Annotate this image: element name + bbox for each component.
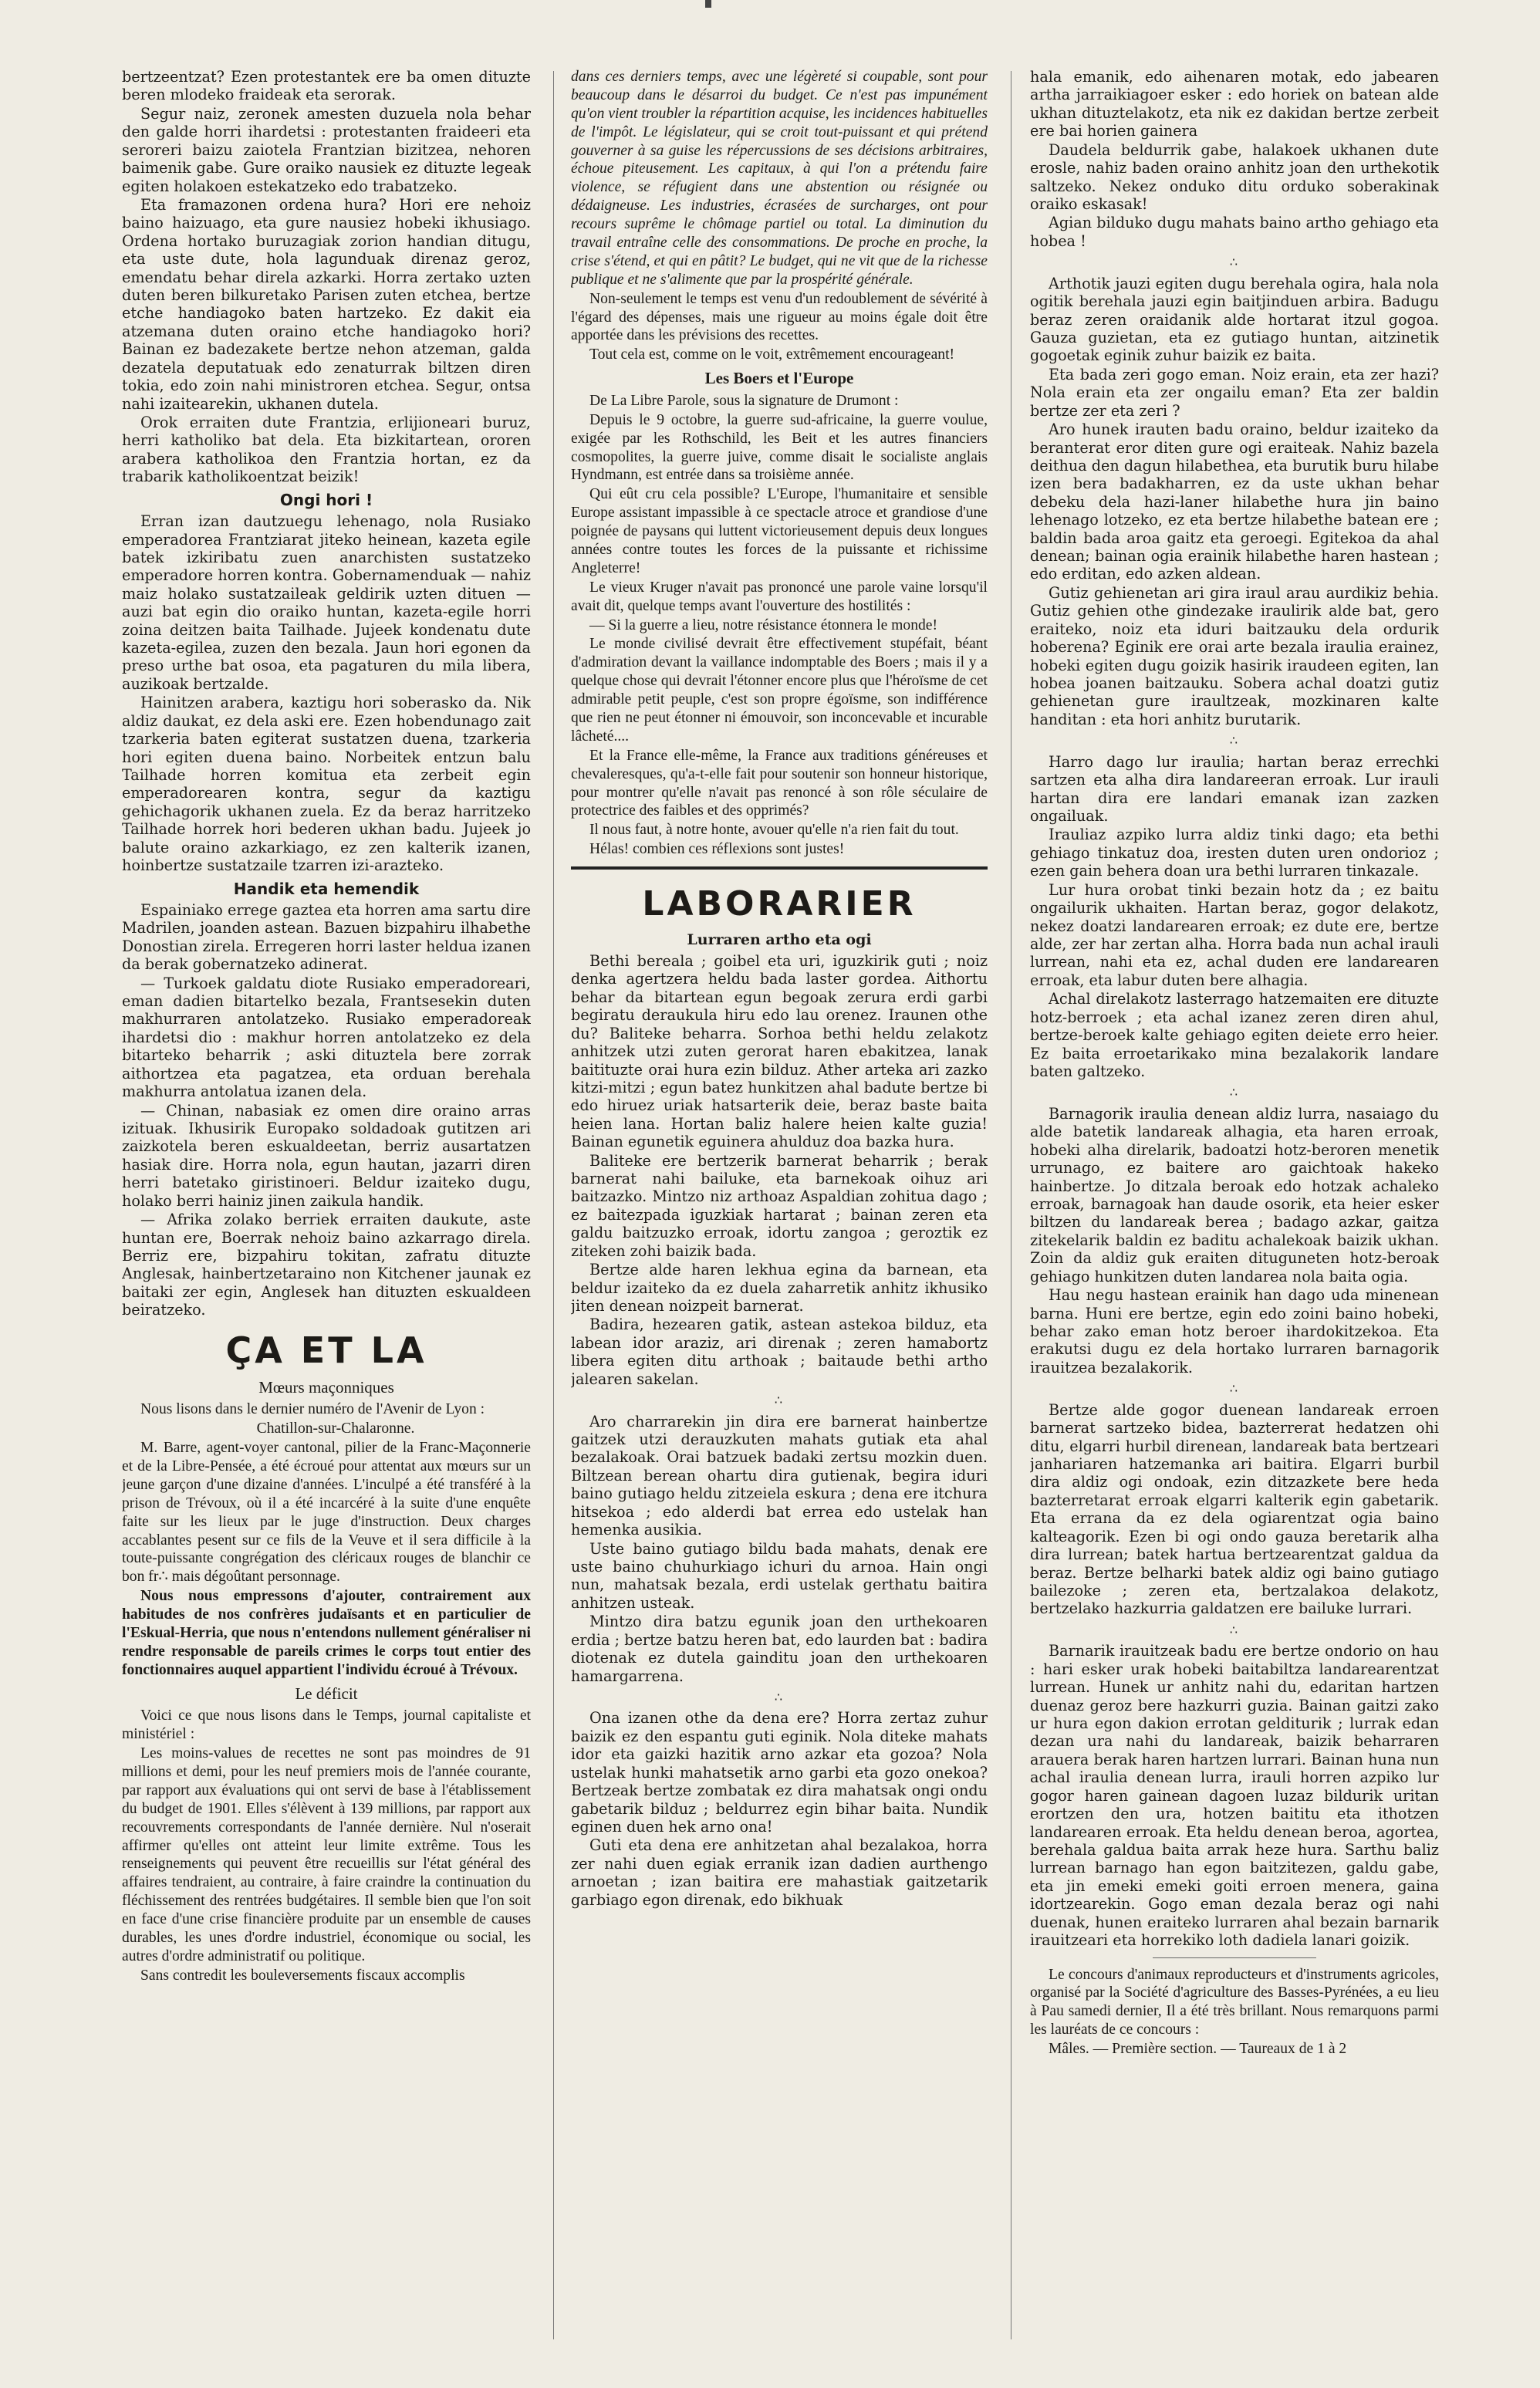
separator-rule: [1153, 1957, 1316, 1958]
separator-stars: ∴: [774, 1393, 785, 1408]
section-banner-ca-et-la: ÇA ET LA: [225, 1329, 427, 1371]
article-heading-boers: Les Boers et l'Europe: [704, 369, 854, 388]
paragraph: M. Barre, agent-voyer cantonal, pilier de la Franc-Maçonnerie et de la Libre-Pensée, a été écroué pour attentat aux mœurs sur un jeune garçon d'une dizaine d'années. L'inculpé a été transféré à la prison de Trévoux, où il a été incarcéré à la suite d'une enquête faite sur les lieux par le juge d'instruction. Deux charges accablantes pesent sur ce fils de la Veuve et il sera difficile à la toute-puissante congrégation des cléricaux rouges de blanchir ce bon fr∴ mais dégoûtant personnage.: [122, 1440, 531, 1586]
separator-stars: ∴: [1229, 1381, 1240, 1397]
paragraph: Baliteke ere bertzerik barnerat beharrik ; berak barnerat nahi bailuke, eta barnekoak oihuz ari baitzazko. Mintzo niz arthoaz Aspaldian zohitua dago ; ez baitezpada iguzkiak hartarat ; bainan zeren eta galdu baitzuzko erroak, idortu zangoa ; geroztik ez ziteken zohi baizik bada.: [571, 1151, 988, 1260]
section-banner-laborarier: LABORARIER: [642, 884, 917, 924]
paragraph: Arthotik jauzi egiten dugu berehala ogira, hala nola ogitik berehala jauzi egin baitjinduen arbira. Badugu beraz zeren oraidanik alde hortarat itzul gogoa. Gauza guzietan, eta ez gutiago huntan, aitzinetik gogoetak eginik zuhur baizik ez baita.: [1030, 274, 1439, 365]
paragraph: Non-seulement le temps est venu d'un redoublement de sévérité à l'égard des dépenses, mais une rigueur au moins égale doit être apportée dans les prévisions des recettes.: [571, 290, 988, 344]
paragraph: — Afrika zolako berriek erraiten daukute, aste huntan ere, Boerrak nehoiz baino azkarrago direla. Berriz ere, bizpahiru tokitan, zafratu dituzte Anglesak, hainbertzetaraino non Kitchener jaunak ez baitaki zer egin, Anglesek han dituzten eskualdeen beiratzeko.: [122, 1211, 531, 1319]
paragraph: Nous lisons dans le dernier numéro de l'Avenir de Lyon :: [140, 1401, 485, 1418]
paragraph: Voici ce que nous lisons dans le Temps, journal capitaliste et ministériel :: [122, 1707, 531, 1743]
paragraph: Hau negu hastean erainik han dago uda minenean barna. Huni ere bertze, egin edo zoini baino hobeki, behar zako eman hotz beroer ihardokitzekoa. Eta erakutsi dugu ez dela hortako lurraren barnagorik irauitzea bezalakorik.: [1030, 1286, 1439, 1376]
dateline: Chatillon-sur-Chalaronne.: [256, 1420, 415, 1437]
paragraph: Achal direlakotz lasterrago hatzemaiten ere dituzte hotz-berroek ; eta achal izanez zeren diren ahul, bertze-beroek kalte gehiago egiten deiete erro heier. Ez baita erroetarikako mina bezalakorik landare baten galtzeko.: [1030, 990, 1439, 1080]
separator-stars: ∴: [1229, 255, 1240, 270]
paragraph: Lur hura orobat tinki bezain hotz da ; ez baitu ongailurik ukhaiten. Hartan beraz, gogor delakotz, nekez doatzi landarearen erroak; ez dute ere, bertze alde, zer har zertan alha. Horra bada nun achal irauli lurrean, nahi eta ez, achal duden ere landarearen erroak, eta labur duten bere alhagia.: [1030, 880, 1439, 989]
paragraph: De La Libre Parole, sous la signature de Drumont :: [589, 392, 899, 409]
paragraph: — Turkoek galdatu diote Rusiako emperadoreari, eman dadien bitartelko bezala, Frantsesekin duten makhurraren antolatzeko. Rusiako emperadoreak ihardetsi dio : makhur horren antolatzeko ez dela bitarteko beharrik ; aski dituztela bere zorrak aithortzea eta pagatzea, eta orduan berehala makhurra antolatua izanen dela.: [122, 974, 531, 1101]
paragraph: Barnarik irauitzeak badu ere bertze ondorio on hau : hari esker urak hobeki baitabiltza landarearentzat lurrean. Hunek ur anhitz nahi du, edaritan hartzen duenaz geroz bere hazkurri guzia. Bainan gaitzi zako ur hura egon dakion errotan gelditurik ; lurrak edan dezan ura nahi du landareak, baizik beharraren arauera berak haren hartzen lurrari. Bainan huna nun achal iraulia denean lurra, irauli horren azpiko lur gogor haren gainean dagoen luzaz bildurik uritan erortzen den ura, hotzen baititu eta ithotzen landarearen erroak. Eta heldu denean beroa, agortea, berehala galdua baita arrak heze hura. Sarthu baliz lurrean barnago han egon baitzitezen, galdu gabe, eta jin emeki emeki goiti erroen menera, gaina idortzearekin. Gogo eman dezala beraz ogi nahi duenak, hunen eraiteko lurraren ahal bezain barnarik irauitzeari eta horrekiko loth dadiela lanari goizik.: [1030, 1642, 1439, 1950]
paragraph: Espainiako errege gaztea eta horren ama sartu dire Madrilen, joanden astean. Bazuen bizpahiru ilhabethe Donostian zirela. Erregeren horri laster heldua izanen da berak gobernatzeko adinerat.: [122, 900, 531, 974]
paragraph: Agian bilduko dugu mahats baino artho gehiago eta hobea !: [1030, 214, 1439, 250]
paragraph: Harro dago lur iraulia; hartan beraz errechki sartzen eta alha dira landareeran erroak. Lur irauli hartan dira ere landari emanak izan zazken ongailuak.: [1030, 752, 1439, 826]
separator-stars: ∴: [774, 1689, 785, 1704]
paragraph: Sans contredit les bouleversements fiscaux accomplis: [140, 1967, 465, 1984]
top-crop-mark: [705, 0, 711, 8]
paragraph: Bertze alde gogor duenean landareak erroen barnerat sartzeko bidea, bazterrerat hedatzen ohi ditu, elgarri hurbil direnean, landareak bata bertzeari janhariaren hatzemanka ari baitira. Elgarri burbil dira aldiz ogi ondoak, ezin ditzazkete bere heda bazterretarat erroak elgarri kalterik egin gabetarik. Eta errana da ez dela ogiarentzat ogia baino kalteagorik. Ezen bi ogi ondo gauza beretarik alha dira lurrean; batek hartua bertzearentzat galdua da beraz. Bertze belharki batek aldiz ogi baino gutiago bailezoke ; zeren eta, bertzalakoa delakotz, bertzelako hazkurria galdatzen ere bailuke lurrari.: [1030, 1400, 1439, 1618]
article-heading-moeurs-maconniques: Mœurs maçonniques: [258, 1377, 394, 1397]
section-heading-handik-eta-hemendik: Handik eta hemendik: [233, 879, 420, 898]
paragraph: Bethi bereala ; goibel eta uri, iguzkirik guti ; noiz denka agertzera heldu bada laster gordea. Aithortu behar da bitartean egun begoak zerura erdi garbi begiratu deraukula hiru edo lau orenez. Iraunen othe du? Baliteke beharra. Sorhoa bethi heldu zelakotz anhitzek utzi zuten gerorat haren ebakitzea, lanak baitituzte orai hura ezin bilduz. Ather arteka ari zazko kitzi-mitzi ; egun batez hunkitzen ahal badute bertze bi edo hiruez uriak hatsarterik deie, beraz baste baita heien lana. Hortan baliz halere heien kalte guzia! Bainan egunetik eguinera ahulduz doa bazka hura.: [571, 951, 988, 1151]
paragraph: Badira, hezearen gatik, astean astekoa bilduz, eta labean idor araziz, ari direnak ; zeren hamabortz libera egiten ditu arthoak ; baitaude bethi artho jalearen sakelan.: [571, 1316, 988, 1388]
paragraph: Aro hunek irauten badu oraino, beldur izaiteko da beranterat eror diten gure ogi eraiteak. Nahiz bazela deithua den dagun hilabethea, eta burutik buru hilabe izen bera badakharren, ez da uste ukhan behar debeku dela hazi-laner hilabethe hura jin baino lehenago lotzeko, ez eta bertze hilabethe batean ere ; baldin bada aroa gaitz eta geroegi. Egitekoa da ahal denean; bainan ogia erainik hilabethe haren hastean ; edo erditan, edo azken aldean.: [1030, 421, 1439, 583]
column-3: [1030, 68, 1439, 2352]
paragraph: Mâles. — Première section. — Taureaux de 1 à 2: [1049, 2041, 1347, 2058]
paragraph: Le vieux Kruger n'avait pas prononcé une parole vaine lorsqu'il avait dit, quelque temps avant l'ouverture des hostilités :: [571, 579, 988, 614]
paragraph: Barnagorik iraulia denean aldiz lurra, nasaiago du alde batetik landareak alhagia, eta haren erroak, hobeki alha direlarik, badoatzi hotz-beroren menetik urrunago, ez baitere aro gaichtoak hakeko hainbertze. Jo ditzala beroak edo hotzak achaleko erroak, barnagoak han daude osorik, eta heier esker biltzen du landareak berea ; badago azkar, gaitza zitekelarik baldin ez baditu achalekoak baizik ukhan. Zoin da aldiz guk eraiten dituguneten hotz-beroak gehiago hunkitzen duten landarea nola baita ogia.: [1030, 1104, 1439, 1285]
paragraph: dans ces derniers temps, avec une légèreté si coupable, sont pour beaucoup dans le désarroi du budget. Ce n'est pas impunément qu'on vient troubler la répartition acquise, les incidences habituelles de l'impôt. Le législateur, qui se croit tout-puissant et qui prétend gouverner à sa guise les répercussions de ses décisions arbitraires, échoue piteusement. Les capitaux, à qui l'on a prétendu faire violence, se réfugient dans une abstention ou résignée ou dédaigneuse. Les industries, écrasées de surcharges, ont pour recours suprême le chômage partiel ou total. La diminution du travail entraîne celle des consommations. De proche en proche, la crise s'étend, et qui en pâtit? Le budget, qui ne vit que de la richesse publique et ne s'alimente que par la prospérité générale.: [571, 69, 988, 288]
paragraph: Irauliaz azpiko lurra aldiz tinki dago; eta bethi gehiago tinkatuz doa, iresten duten uren ondorioz ; ezen gain behera doan ura bethi lurraren tinkazale.: [1030, 826, 1439, 880]
paragraph: Le monde civilisé devrait être effectivement stupéfait, béant d'admiration devant la vaillance indomptable des Boers ; mais il y a quelque chose qui devrait l'étonner encore plus que l'héroïsme de cet admirable petit peuple, c'est son propre égoïsme, son indifférence que rien ne peut étonner ni émouvoir, son inconcevable et incurable lâcheté....: [571, 636, 988, 745]
paragraph: Bertze alde haren lekhua egina da barnean, eta beldur izaiteko da ez duela zaharretik anhitz ikhusiko jiten denean noizpeit barnerat.: [571, 1261, 988, 1315]
paragraph: Hainitzen arabera, kaztigu hori soberasko da. Nik aldiz daukat, ez dela aski ere. Ezen hobendunago zait tzarkeria baten egiterat sustatzen duena, tzarkeria hori egiten duena baino. Norbeitek entzun balu Tailhade horren komitua eta zerbeit egin emperadorearen kontra, segur da kaztigu gehichagorik ukhanen zuela. Ez da beraz harritzeko Tailhade horrek hori bederen ukhan badu. Jujeek jo balute oraino azkarkiago, ez zen kalterik izanen, hoinbertze sustatzaile tzarren izi-arazteko.: [122, 694, 531, 875]
paragraph: Daudela beldurrik gabe, halakoek ukhanen dute erosle, nahiz baden oraino anhitz joan den urthekotik saltzeko. Nekez onduko ditu orduko soberakinak oraiko eskasak!: [1030, 140, 1439, 213]
paragraph: Mintzo dira batzu egunik joan den urthekoaren erdia ; bertze batzu heren bat, edo laurden bat : badira diotenak ez dutela gainditu joan den urthekoaren hamargarrena.: [571, 1613, 988, 1685]
paragraph: Tout cela est, comme on le voit, extrêmement encourageant!: [589, 346, 955, 363]
paragraph: — Chinan, nabasiak ez omen dire oraino arras izituak. Ikhusirik Europako soldadoak gutitzen ari zaizkotela beren eskualdeetan, berriz ausartatzen hasiak dire. Horra nola, egun hautan, jazarri diren herri batetako giristinoeri. Beldur izaiteko dugu, holako berri hainiz jinen zaikula handik.: [122, 1101, 531, 1210]
paragraph: Le concours d'animaux reproducteurs et d'instruments agricoles, organisé par la Société d'agriculture des Basses-Pyrénées, a eu lieu à Pau samedi dernier, Il a été très brillant. Nous remarquons parmi les lauréats de ce concours :: [1030, 1966, 1439, 2038]
paragraph: Orok erraiten dute Frantzia, erlijioneari buruz, herri katholiko bat dela. Eta bizkitartean, ororen arabera katholikoa den Frantzia hortan, ez da trabarik katholikoentzat beizik!: [122, 414, 531, 486]
paragraph: Uste baino gutiago bildu bada mahats, denak ere uste baino chuhurkiago ichuri du arnoa. Hain ongi nun, mahatsak bezala, erdi ustelak gerthatu baitira anhitzen usteak.: [571, 1539, 988, 1612]
paragraph: Depuis le 9 octobre, la guerre sud-africaine, la guerre voulue, exigée par les Rothschild, les Beit et les autres financiers cosmopolites, la guerre juive, comme disait le socialiste anglais Hyndmann, est entrée dans sa troisième année.: [571, 411, 988, 484]
paragraph: Segur naiz, zeronek amesten duzuela nola behar den galde horri ihardetsi : protestanten fraideeri eta seroreri baizu zaiotela Frantzian bizitzea, nehoren baimenik gabe. Gure oraiko nausiek ez dituzte legeak egiten holakoen estekatzeko edo trabatzeko.: [122, 104, 531, 195]
paragraph: Gutiz gehienetan ari gira iraul arau aurdikiz behia. Gutiz gehien othe gindezake iraulirik alde bat, gero eraiteko, noiz eta iduri baitzauku dela ordurik hoberena? Eginik ere orai arte bezala iraulia erainez, hobeki egiten dugu goizik hasirik iraudeen egiten, lan hobea joanen baitzauku. Sobera achal doatzi gutiz gehienetan gure iraultzeak, mozkinaren kalte handitan : eta hori anhitz burutarik.: [1030, 583, 1439, 728]
paragraph: Eta framazonen ordena hura? Hori ere nehoiz baino haizuago, eta gure nausiez hobeki ikhusiago. Ordena hortako buruzagiak zorion handian ditugu, eta uste dute, hola lagunduak direnaz geroz, emendatu behar direla azkarki. Horra zertako uzten duten beren bilkuretako Parisen zuten etchea, bertze etche handiagoko baten hartzeko. Ez dakit eia atzemana duten oraino etche handiagoko hori? Bainan ez badezakete bertze nehon atzeman, galda dezatela deputatuak edo zenaturrak biltzen diren tokia, edo zoin nahi ministroren etchea. Segur, ontsa nahi izaitearekin, ukhanen dutela.: [122, 195, 531, 413]
paragraph: — Si la guerre a lieu, notre résistance étonnera le monde!: [589, 616, 938, 633]
paragraph: Hélas! combien ces réflexions sont justes!: [589, 841, 845, 858]
paragraph: Aro charrarekin jin dira ere barnerat hainbertze gaitzek utzi derauzkuten mahats gutiak eta ahal bezalakoak. Orai batzuek badaki zertsu mozkin duen. Biltzean berean ohartu dira gutienak, begira iduri baino gutiago heldu zitzeiela eskura ; dena ere itchura hitsekoa ; edo alderdi bat errea edo ustelak han hemenka ausikia.: [571, 1412, 988, 1539]
paragraph: hala emanik, edo aihenaren motak, edo jabearen artha jarraikiagoer esker : edo horiek on batean alde ukhan dituztelakotz, eta nik ez dakidan bertze zerbeit ere bai horien gainera: [1030, 68, 1439, 140]
paragraph: Qui eût cru cela possible? L'Europe, l'humanitaire et sensible Europe assistant impassible à ce spectacle atroce et grandiose d'une poignée de paysans qui luttent victorieusement depuis deux longues années contre toutes les forces de la puissante et richissime Angleterre!: [571, 486, 988, 576]
paragraph: Eta bada zeri gogo eman. Noiz erain, eta zer hazi? Nola erain eta zer ongailu eman? Eta zer baldin bertze zer eta zeri ?: [1030, 365, 1439, 420]
article-heading-le-deficit: Le déficit: [295, 1684, 358, 1703]
paragraph: Guti eta dena ere anhitzetan ahal bezalakoa, horra zer nahi duen egiak erranik izan dadien aurthengo arnoetan ; izan baitira ere mahastiak gaitzetarik garbiago egon direnak, edo bikhuak: [571, 1836, 988, 1909]
paragraph: Et la France elle-même, la France aux traditions généreuses et chevaleresques, qu'a-t-elle fait pour soutenir son honneur historique, pour montrer qu'elle n'avait pas renoncé à son rôle séculaire de protectrice des faibles et des opprimés?: [571, 747, 988, 819]
paragraph: bertzeentzat? Ezen protestantek ere ba omen dituzte beren mlodeko fraideak eta serorak.: [122, 68, 531, 104]
paragraph: Nous nous empressons d'ajouter, contrairement aux habitudes de nos confrères judaïsants et en particulier de l'Eskual-Herria, que nous n'entendons nullement généraliser ni rendre responsable de pareils crimes le corps tout entier des fonctionnaires auquel appartient l'individu écroué à Trévoux.: [122, 1588, 531, 1678]
section-subheading: Lurraren artho eta ogi: [687, 931, 872, 948]
paragraph: Il nous faut, à notre honte, avouer qu'elle n'a rien fait du tout.: [589, 822, 959, 839]
column-1: [122, 68, 531, 2352]
paragraph: Erran izan dautzuegu lehenago, nola Rusiako emperadorea Frantziarat jiteko heinean, kazeta egile batek izkiribatu zuen anarchisten sustatzeko emperadore horren kontra. Gobernamenduak — nahiz maiz holako sustatzaileak geldirik uzten dituen — auzi bat egin dio oraiko huntan, kazeta-egile horri zoina deitzen baita Tailhade. Jujeek kondenatu dute kazeta-egilea, zuzen den bezala. Jaun hori egonen da preso urthe bat osoa, eta pagaturen du mila libera, auzikoak bertzalde.: [122, 512, 531, 693]
paragraph: Les moins-values de recettes ne sont pas moindres de 91 millions et demi, pour les neuf premiers mois de l'année courante, par rapport aux évaluations qui ont servi de base à l'établissement du budget de 1901. Elles s'élèvent à 139 millions, par rapport aux recouvrements correspondants de l'année dernière. Nul n'oserait affirmer qu'elles ont atteint leur limite extrême. Tous les renseignements qui peuvent être recueillis sur l'état général des affaires tendraient, au contraire, à faire craindre la continuation du fléchissement des rentrées budgétaires. Il semble bien que l'on soit en face d'une crise financière produite par un ensemble de causes durables, les unes d'ordre industriel, économique ou social, les autres d'ordre administratif ou politique.: [122, 1745, 531, 1964]
laborarier-section: [571, 866, 988, 925]
separator-stars: ∴: [1229, 733, 1240, 748]
column-2: [571, 68, 988, 2352]
section-heading-ongi-hori: Ongi hori !: [279, 490, 373, 509]
column-rule-left: [553, 71, 554, 2339]
separator-stars: ∴: [1229, 1085, 1240, 1100]
separator-stars: ∴: [1229, 1622, 1240, 1637]
paragraph: Ona izanen othe da dena ere? Horra zertaz zuhur baizik ez den espantu guti eginik. Nola diteke mahats idor eta gaizki hazitik arno azkar eta gozoa? Nola ustelak hunki mahatsetik arno garbi eta gozo onekoa? Bertzeak bertze zombatak ez dira mahatsak ongi ondu gabetarik bilduz ; beldurrez egin bihar baita. Nundik eginen duen hek arno ona!: [571, 1709, 988, 1836]
